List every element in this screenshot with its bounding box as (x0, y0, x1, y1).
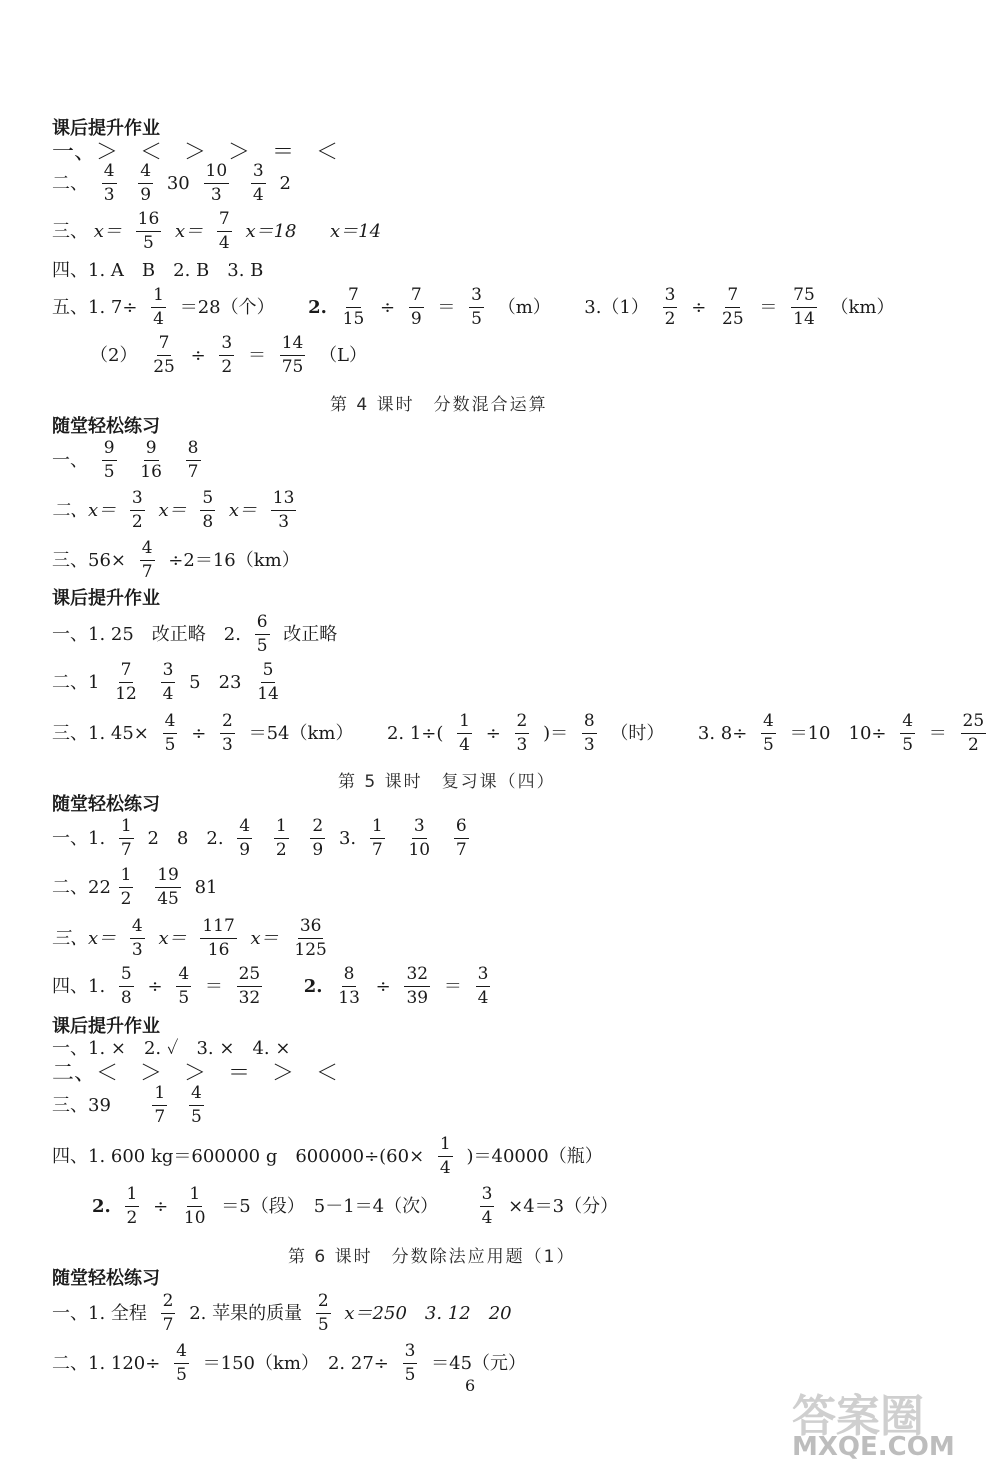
fraction (582, 713, 597, 754)
answer-line (52, 211, 381, 252)
numerator: 5 (261, 662, 276, 683)
denominator: 39 (406, 988, 429, 1008)
value: 2 8 2. (147, 827, 224, 849)
denominator: 14 (257, 684, 279, 704)
value: ÷ (380, 296, 396, 318)
answer-line (52, 490, 304, 531)
numerator: 9 (144, 440, 159, 461)
fraction (119, 966, 134, 1007)
value: ÷ (153, 1195, 169, 1217)
denominator: 3 (210, 185, 222, 205)
fraction (480, 1186, 495, 1227)
fraction (663, 287, 678, 328)
fraction (409, 287, 424, 328)
fraction (161, 662, 176, 703)
fraction (791, 287, 817, 328)
numerator: 1 (438, 1136, 453, 1157)
denominator: 3 (516, 735, 528, 755)
value: x＝14 (329, 220, 382, 242)
fraction (341, 287, 367, 328)
numerator: 2 (161, 1293, 176, 1314)
line-label: 三、56× (52, 549, 126, 571)
fraction (130, 490, 145, 531)
denominator: 4 (481, 1208, 493, 1228)
value: 30 (166, 172, 190, 194)
denominator: 7 (455, 840, 467, 860)
numerator: 2 (515, 713, 530, 734)
value: ＝ (204, 975, 223, 997)
fraction (113, 662, 139, 703)
denominator: 10 (183, 1208, 206, 1228)
answer-line (52, 163, 291, 204)
denominator: 45 (157, 889, 179, 909)
answer-line (52, 287, 894, 328)
line-label: 一、 (52, 449, 88, 471)
answer-line (52, 966, 498, 1007)
denominator: 8 (202, 512, 214, 532)
value: x＝ (250, 927, 279, 949)
value: ÷ (190, 344, 206, 366)
numerator: 75 (791, 287, 817, 308)
fraction (217, 211, 232, 252)
denominator: 5 (103, 462, 115, 482)
numerator: 7 (725, 287, 740, 308)
numerator: 1 (370, 818, 385, 839)
fraction (370, 818, 385, 859)
fraction (200, 490, 215, 531)
fraction (961, 713, 987, 754)
line-label: 三、1. 45× (52, 722, 149, 744)
numerator: 25 (237, 966, 263, 987)
value: 81 (194, 876, 218, 898)
answer-line (52, 818, 477, 859)
denominator: 5 (763, 735, 774, 755)
value: x＝ (175, 220, 204, 242)
value: ＝ (247, 344, 266, 366)
numerator: 7 (119, 662, 134, 683)
denominator: 7 (187, 462, 199, 482)
fraction (182, 1186, 208, 1227)
denominator: 3 (131, 940, 143, 960)
numerator: 7 (157, 335, 172, 356)
numerator: 2 (220, 713, 235, 734)
value: )＝ (543, 722, 569, 744)
numerator: 4 (900, 713, 915, 734)
numerator: 7 (346, 287, 361, 308)
fraction (163, 713, 178, 754)
value: ＝ (437, 296, 456, 318)
fraction (151, 335, 177, 376)
value: 改正略 (283, 623, 338, 645)
numerator: 7 (217, 211, 232, 232)
value: 3.（1） (584, 296, 649, 318)
numerator: 3 (476, 966, 491, 987)
fraction (761, 713, 776, 754)
numerator: 3 (469, 287, 484, 308)
line-label: 一、1. 25 改正略 2. (52, 623, 241, 645)
fraction (161, 1293, 176, 1334)
denominator: 3 (103, 185, 115, 205)
denominator: 2 (126, 1208, 138, 1228)
numerator: 3 (130, 490, 145, 511)
value: x＝ (93, 220, 122, 242)
fraction (119, 867, 134, 908)
value: 2. (308, 296, 327, 318)
value: （时） (610, 722, 665, 744)
denominator: 3 (278, 512, 290, 532)
fraction (720, 287, 746, 328)
denominator: 7 (154, 1107, 166, 1127)
numerator: 4 (140, 540, 155, 561)
section-heading-practice: 随堂轻松练习 (52, 1268, 160, 1289)
answer-line (52, 1343, 526, 1384)
value: ＝ (443, 975, 462, 997)
value: )＝40000（瓶） (466, 1145, 603, 1167)
value: 2 (279, 172, 291, 194)
fraction (219, 335, 234, 376)
denominator: 32 (238, 988, 261, 1008)
value: x＝18 (245, 220, 297, 242)
denominator: 2 (221, 357, 233, 377)
numerator: 3 (161, 662, 176, 683)
value: （m） (497, 296, 551, 318)
numerator: 1 (274, 818, 289, 839)
numerator: 3 (251, 163, 266, 184)
fraction (176, 966, 191, 1007)
page-number: 6 (465, 1376, 476, 1395)
numerator: 13 (271, 490, 297, 511)
denominator: 3 (583, 735, 595, 755)
fraction (152, 1085, 167, 1126)
value: ÷ (191, 722, 207, 744)
fraction (255, 614, 270, 655)
answer-line (52, 540, 300, 581)
numerator: 5 (119, 966, 134, 987)
fraction (274, 818, 289, 859)
value: x＝ (228, 499, 258, 521)
value: ＝ (928, 722, 947, 744)
numerator: 8 (582, 713, 597, 734)
fraction (220, 713, 235, 754)
fraction (138, 163, 153, 204)
fraction (130, 918, 145, 959)
line-label: 四、1. (52, 975, 106, 997)
numerator: 1 (187, 1186, 202, 1207)
numerator: 4 (237, 818, 252, 839)
answer-line: 一、＞ ＜ ＞ ＞ ＝ ＜ (52, 140, 339, 165)
fraction (515, 713, 530, 754)
line-label: （2） (90, 344, 138, 366)
value: ×4＝3（分） (508, 1195, 619, 1217)
line-label: 一、1. 全程 (52, 1302, 147, 1324)
denominator: 4 (153, 309, 164, 329)
numerator: 4 (130, 918, 145, 939)
lesson-title: 第 4 课时 分数混合运算 (330, 395, 548, 415)
denominator: 7 (162, 1315, 174, 1335)
section-heading-practice: 随堂轻松练习 (52, 794, 160, 815)
value: ÷2＝16（km） (168, 549, 300, 571)
section-heading-homework: 课后提升作业 (52, 588, 160, 609)
watermark-logo: 答案圈 (792, 1391, 924, 1442)
fraction (457, 713, 472, 754)
numerator: 1 (151, 287, 166, 308)
answer-line (52, 918, 337, 959)
fraction (125, 1186, 140, 1227)
numerator: 3 (663, 287, 678, 308)
fraction (316, 1293, 331, 1334)
fraction (155, 867, 181, 908)
denominator: 5 (317, 1315, 329, 1335)
value: ＝45（元） (431, 1352, 527, 1374)
fraction (102, 163, 117, 204)
value: 3. (338, 827, 357, 849)
line-label: 四、1. 600 kg＝600000 g 600000÷(60× (52, 1145, 425, 1167)
numerator: 16 (136, 211, 162, 232)
denominator: 4 (218, 233, 230, 253)
section-heading-homework: 课后提升作业 (52, 1016, 160, 1037)
answer-line: 四、1. A B 2. B 3. B (52, 260, 264, 281)
denominator: 5 (176, 1365, 187, 1385)
numerator: 7 (409, 287, 424, 308)
value: 2. 1÷( (386, 722, 444, 744)
value: （km） (830, 296, 895, 318)
answer-line (52, 1293, 512, 1334)
line-label: 三、 (52, 220, 88, 242)
denominator: 5 (164, 735, 176, 755)
answer-line (52, 1085, 212, 1126)
fraction (406, 818, 432, 859)
numerator: 8 (186, 440, 201, 461)
denominator: 5 (190, 1107, 202, 1127)
denominator: 16 (207, 940, 230, 960)
denominator: 9 (239, 840, 251, 860)
line-label: 2. (92, 1195, 111, 1217)
line-label: 二、 (52, 172, 88, 194)
value: ÷ (147, 975, 163, 997)
denominator: 125 (294, 940, 327, 960)
denominator: 10 (408, 840, 431, 860)
value: 3. 8÷ (697, 722, 748, 744)
value: ＝5（段） 5－1＝4（次） (221, 1195, 439, 1217)
denominator: 2 (120, 889, 132, 909)
fraction (292, 918, 328, 959)
denominator: 4 (439, 1158, 451, 1178)
fraction (403, 1343, 418, 1384)
denominator: 25 (153, 357, 175, 377)
numerator: 4 (163, 713, 178, 734)
line-label: 二、1. 120÷ (52, 1352, 161, 1374)
value: ＝150（km） 2. 27÷ (202, 1352, 389, 1374)
section-heading-homework: 课后提升作业 (52, 118, 160, 139)
line-label: 三、39 (52, 1094, 111, 1116)
lesson-title: 第 5 课时 复习课（四） (338, 772, 556, 792)
denominator: 4 (252, 185, 264, 205)
line-label: 五、1. 7÷ (52, 296, 138, 318)
numerator: 2 (310, 818, 325, 839)
numerator: 9 (102, 440, 117, 461)
line-label: 二、1 (52, 671, 100, 693)
fraction (174, 1343, 189, 1384)
answer-line (52, 614, 337, 655)
numerator: 25 (961, 713, 987, 734)
numerator: 4 (189, 1085, 204, 1106)
numerator: 1 (125, 1186, 140, 1207)
numerator: 117 (200, 918, 236, 939)
denominator: 9 (410, 309, 422, 329)
line-label: 二、x＝ (52, 499, 117, 521)
value: 2. 苹果的质量 (189, 1302, 303, 1324)
value: （L） (319, 344, 368, 366)
fraction (136, 211, 162, 252)
numerator: 3 (403, 1343, 418, 1364)
fraction (140, 540, 155, 581)
numerator: 32 (404, 966, 430, 987)
fraction (255, 662, 281, 703)
fraction (404, 966, 430, 1007)
line-label: 三、x＝ (52, 927, 117, 949)
fraction (454, 818, 469, 859)
denominator: 5 (902, 735, 914, 755)
denominator: 7 (120, 840, 132, 860)
denominator: 75 (281, 357, 304, 377)
denominator: 2 (275, 840, 287, 860)
value: x＝ (158, 499, 187, 521)
denominator: 4 (162, 684, 174, 704)
answer-line (52, 867, 217, 908)
denominator: 3 (222, 735, 233, 755)
fraction (469, 287, 484, 328)
denominator: 8 (120, 988, 132, 1008)
denominator: 5 (471, 309, 482, 329)
numerator: 6 (454, 818, 469, 839)
fraction (237, 966, 263, 1007)
line-label: 一、1. (52, 827, 106, 849)
numerator: 14 (280, 335, 306, 356)
numerator: 6 (255, 614, 270, 635)
fraction (438, 1136, 453, 1177)
denominator: 2 (967, 735, 979, 755)
numerator: 36 (298, 918, 324, 939)
value: ＝28（个） (179, 296, 275, 318)
numerator: 3 (219, 335, 234, 356)
answer-line (52, 662, 289, 703)
value: x＝250 3. 12 20 (344, 1302, 512, 1324)
numerator: 1 (119, 867, 134, 888)
numerator: 8 (342, 966, 357, 987)
fraction (310, 818, 325, 859)
fraction (189, 1085, 204, 1126)
section-heading-practice: 随堂轻松练习 (52, 416, 160, 437)
answer-line (92, 1186, 618, 1227)
line-label: 二、22 (52, 876, 111, 898)
denominator: 7 (371, 840, 383, 860)
numerator: 4 (761, 713, 776, 734)
numerator: 5 (200, 490, 215, 511)
denominator: 7 (141, 562, 153, 582)
answer-line: 一、1. × 2. ✓ 3. × 4. × (52, 1038, 291, 1059)
value: ＝ (759, 296, 778, 318)
denominator: 5 (143, 233, 154, 253)
numerator: 4 (138, 163, 153, 184)
fraction (237, 818, 252, 859)
lesson-title: 第 6 课时 分数除法应用题（1） (288, 1247, 576, 1267)
denominator: 4 (477, 988, 489, 1008)
value: x＝ (158, 927, 187, 949)
answer-line: 二、＜ ＞ ＞ ＝ ＞ ＜ (52, 1061, 339, 1086)
numerator: 1 (152, 1085, 167, 1106)
denominator: 5 (404, 1365, 416, 1385)
value: 5 23 (189, 671, 242, 693)
value: ＝54（km） (248, 722, 354, 744)
denominator: 5 (256, 636, 268, 656)
numerator: 4 (102, 163, 117, 184)
denominator: 25 (722, 309, 744, 329)
answer-line (90, 335, 367, 376)
numerator: 4 (176, 966, 191, 987)
fraction (151, 287, 166, 328)
denominator: 5 (178, 988, 190, 1008)
value: ÷ (485, 722, 501, 744)
fraction (251, 163, 266, 204)
numerator: 2 (316, 1293, 331, 1314)
denominator: 13 (338, 988, 360, 1008)
answer-line (52, 713, 994, 754)
fraction (271, 490, 297, 531)
numerator: 10 (204, 163, 230, 184)
fraction (280, 335, 306, 376)
numerator: 4 (174, 1343, 189, 1364)
fraction (200, 918, 236, 959)
denominator: 4 (459, 735, 470, 755)
numerator: 3 (412, 818, 427, 839)
value: ÷ (375, 975, 391, 997)
value: 2. (303, 975, 323, 997)
fraction (119, 818, 134, 859)
answer-line (52, 1136, 603, 1177)
fraction (900, 713, 915, 754)
fraction (476, 966, 491, 1007)
denominator: 2 (131, 512, 143, 532)
denominator: 16 (140, 462, 162, 482)
denominator: 14 (793, 309, 815, 329)
denominator: 9 (312, 840, 324, 860)
denominator: 12 (115, 684, 137, 704)
value: ＝10 10÷ (789, 722, 887, 744)
numerator: 19 (155, 867, 181, 888)
fraction (138, 440, 164, 481)
fraction (186, 440, 201, 481)
value: ÷ (691, 296, 707, 318)
numerator: 1 (457, 713, 472, 734)
fraction (336, 966, 362, 1007)
denominator: 15 (342, 309, 365, 329)
denominator: 9 (140, 185, 152, 205)
watermark-url: MXQE.COM (792, 1432, 955, 1462)
fraction (204, 163, 230, 204)
numerator: 3 (480, 1186, 495, 1207)
numerator: 1 (119, 818, 134, 839)
answer-line (52, 440, 209, 481)
denominator: 2 (664, 309, 676, 329)
fraction (102, 440, 117, 481)
